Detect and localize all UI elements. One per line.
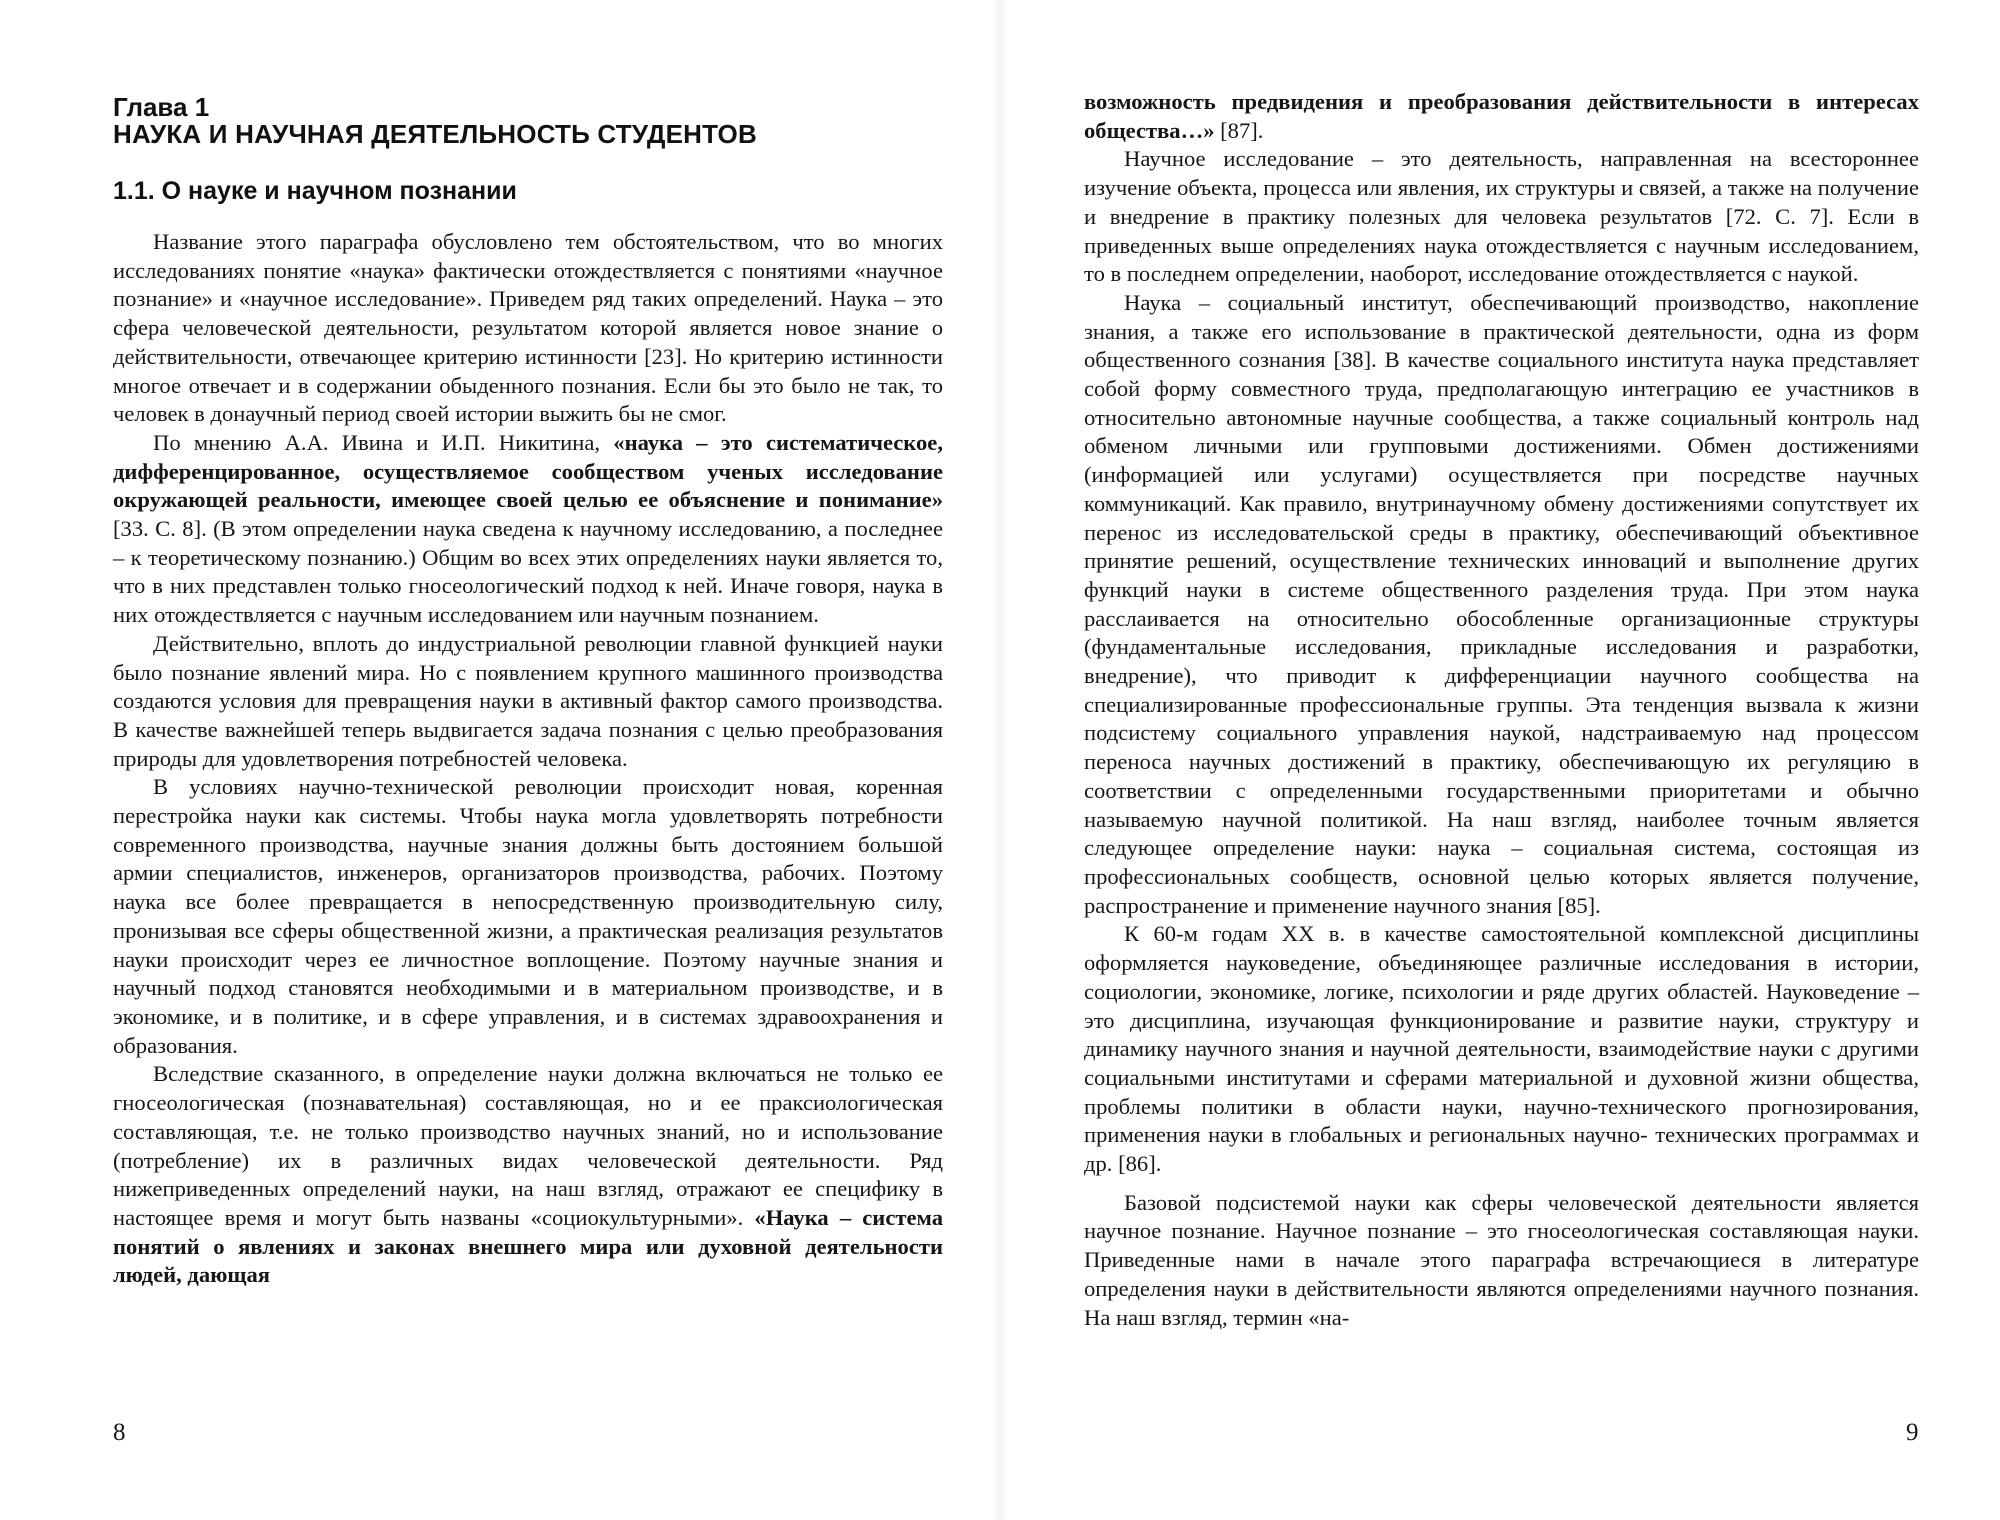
paragraph: Научное исследование – это деятельность, направленная на всестороннее изучение объекта, процесса или явления, их структуры и связей, а также на получение и внедрение в практику полезных для человека результатов [72. С. 7]. Если в приведенных выше определениях наука отождествляется с научным исследованием, то в последнем определении, наоборот, исследование отождествляется с наукой. <box>1084 146 1919 287</box>
chapter-title: НАУКА И НАУЧНАЯ ДЕЯТЕЛЬНОСТЬ СТУДЕНТОВ <box>113 119 757 149</box>
page-number: 8 <box>113 1419 126 1446</box>
chapter-label: Глава 1 <box>113 92 210 122</box>
definition-quote: возможность предвидения и преобразования действительности в интересах общества…» <box>1084 89 1919 143</box>
definition-quote: «наука – это систематическое, дифференцированное, осуществляемое сообществом ученых исследование окружающей реальности, имеющее своей целью ее объяснение и понимание» <box>113 429 943 513</box>
paragraph-lead: Вследствие сказанного, в определение науки должна включаться не только ее гносеологическая (познавательная) составляющая, но и ее праксиологическая составляющая, т.е. не только производство научных знаний, но и использование (потребление) их в различных видах человеческой деятельности. Ряд нижеприведенных определений науки, на наш взгляд, отражают ее специфику в настоящее время и могут быть названы «социокультурными». <box>113 1061 943 1230</box>
page-number: 9 <box>1906 1419 1919 1446</box>
left-text-column <box>113 228 943 1290</box>
paragraph-rest: [33. С. 8]. (В этом определении наука сведена к научному исследованию, а последнее – к теоретическому познанию.) Общим во всех этих определениях науки является то, что в них представлен только гносеологический подход к ней. Иначе говоря, наука в них отождествляется с научным исследованием или научным познанием. <box>113 516 943 628</box>
paragraph: Действительно, вплоть до индустриальной революции главной функцией науки было познание явлений мира. Но с появлением крупного машинного производства создаются условия для превращения науки в активный фактор самого производства. В качестве важнейшей теперь выдвигается задача познания с целью преобразования природы для удовлетворения потребностей человека. <box>113 630 943 771</box>
paragraph <box>113 1060 943 1290</box>
paragraph: Наука – социальный институт, обеспечивающий производство, накопление знания, а также его использование в практической деятельности, одна из форм общественного сознания [38]. В качестве социального института наука представляет собой форму совместного труда, предполагающую интеграцию ее участников в относительно автономные научные сообщества, а также социальный контроль над обменом личными или групповыми достижениями. Обмен достижениями (информацией или услугами) осуществляется при посредстве научных коммуникаций. Как правило, внутринаучному обмену достижениями сопутствует их перенос из исследовательской среды в практику, обеспечивающий объективное принятие решений, осуществление технических инноваций и выполнение других функций науки в системе общественного разделения труда. При этом наука расслаивается на относительно обособленные организационные структуры (фундаментальные исследования, прикладные исследования и разработки, внедрение), что приводит к дифференциации научного сообщества на специализированные профессиональные группы. Эта тенденция вызвала к жизни подсистему социального управления наукой, надстраиваемую над процессом переноса научных достижений в практику, обеспечивающую их регуляцию в соответствии с определенными государственными приоритетами и обычно называемую научной политикой. На наш взгляд, наиболее точным является следующее определение науки: наука – социальная система, состоящая из профессиональных сообществ, основной целью которых является получение, распространение и применение научного знания [85]. <box>1084 289 1919 918</box>
right-text-column <box>1084 88 1919 1332</box>
paragraph: К 60-м годам XX в. в качестве самостоятельной комплексной дисциплины оформляется науковедение, объединяющее различные исследования в истории, социологии, экономике, логике, психологии и ряде других областей. Науковедение – это дисциплина, изучающая функционирование и развитие науки, структуру и динамику научного знания и научной деятельности, взаимодействие науки с другими социальными институтами и сферами материальной и духовной жизни общества, проблемы политики в области науки, научно-технического прогнозирования, применения науки в глобальных и региональных научно- технических программах и др. [86]. <box>1084 921 1919 1177</box>
paragraph-lead: По мнению А.А. Ивина и И.П. Никитина, <box>153 429 614 455</box>
right-page <box>1000 0 2000 1520</box>
citation: [87]. <box>1214 117 1264 143</box>
section-title: 1.1. О науке и научном познании <box>113 177 517 205</box>
paragraph: Название этого параграфа обусловлено тем обстоятельством, что во многих исследованиях понятие «наука» фактически отождествляется с понятиями «научное познание» и «научное исследование». Приведем ряд таких определений. Наука – это сфера человеческой деятельности, результатом которой является новое знание о действительности, отвечающее критерию истинности [23]. Но критерию истинности многое отвечает и в содержании обыденного познания. Если бы это было не так, то человек в донаучный период своей истории выжить бы не смог. <box>113 229 943 427</box>
paragraph: Базовой подсистемой науки как сферы человеческой деятельности является научное познание. Научное познание – это гносеологическая составляющая науки. Приведенные нами в начале этого параграфа встречающиеся в литературе определения науки в действительности являются определениями научного познания. На наш взгляд, термин «на- <box>1084 1189 1919 1330</box>
paragraph: В условиях научно-технической революции происходит новая, коренная перестройка науки как системы. Чтобы наука могла удовлетворять потребности современного производства, научные знания должны быть достоянием большой армии специалистов, инженеров, организаторов производства, рабочих. Поэтому наука все более превращается в непосредственную производительную силу, пронизывая все сферы общественной жизни, а практическая реализация результатов науки происходит через ее личностное воплощение. Поэтому научные знания и научный подход становятся необходимыми и в материальном производстве, и в экономике, и в политике, и в сфере управления, и в системах здравоохранения и образования. <box>113 774 943 1058</box>
paragraph <box>113 429 943 630</box>
paragraph <box>1084 88 1919 145</box>
definition-quote: «Наука – система понятий о явлениях и законах внешнего мира или духовной деятельности людей, дающая <box>113 1204 944 1288</box>
